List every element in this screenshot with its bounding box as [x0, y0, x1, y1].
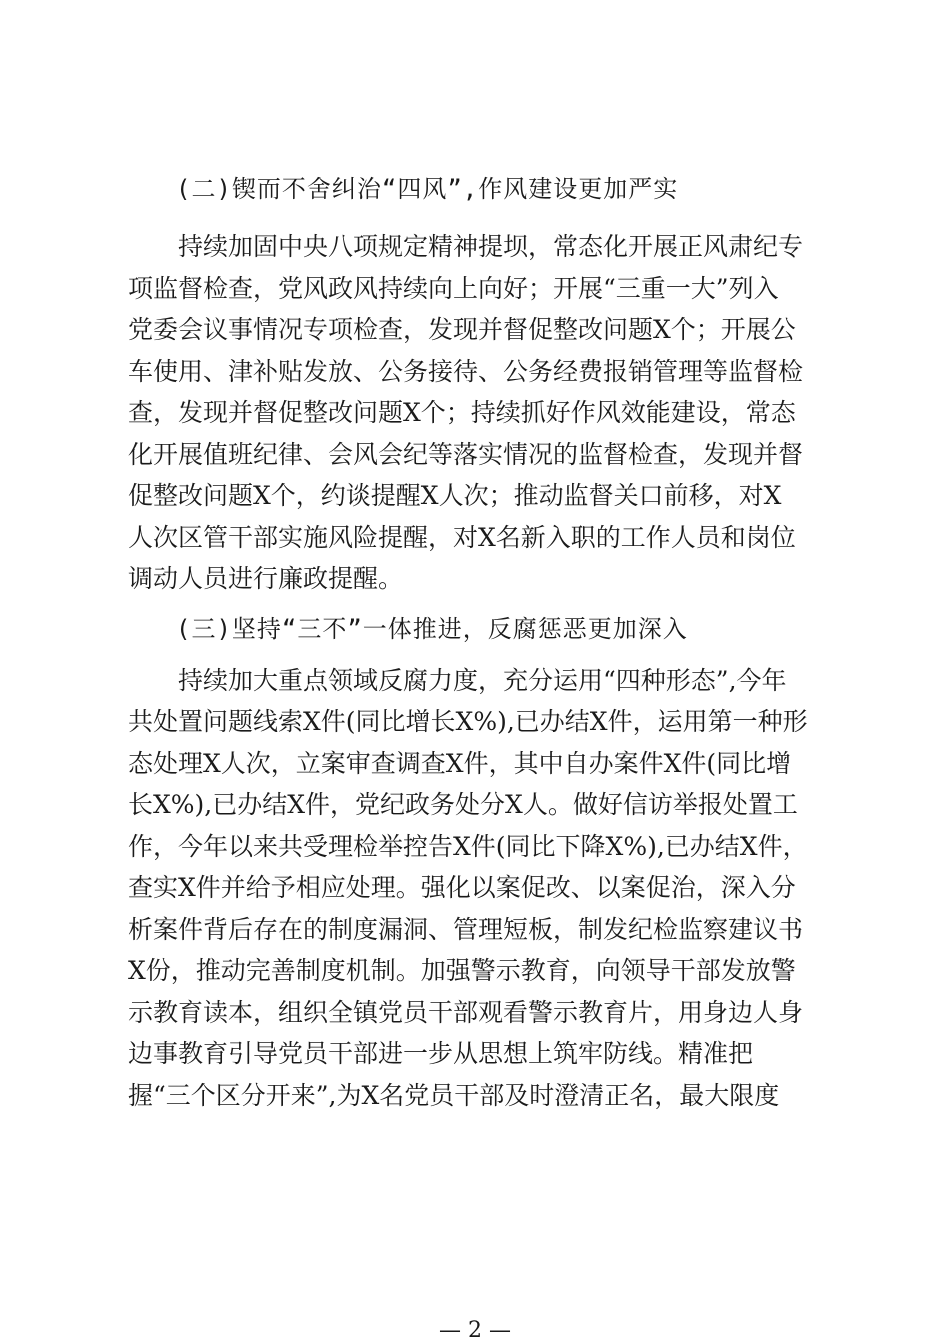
section-heading-2: (二)锲而不舍纠治“四风”,作风建设更加严实	[176, 175, 679, 203]
paragraph-line: 长X%),已办结X件，党纪政务处分X人。做好信访举报处置工	[128, 790, 798, 819]
paragraph-line: 共处置问题线索X件(同比增长X%),已办结X件，运用第一种形	[128, 707, 808, 736]
section-heading-3: (三)坚持“三不”一体推进，反腐惩恶更加深入	[176, 614, 688, 643]
section-paragraph-2	[128, 226, 828, 600]
section-paragraph-3	[128, 660, 828, 1117]
paragraph-line: 项监督检查，党风政风持续向上向好；开展“三重一大”列入	[128, 273, 779, 303]
paragraph-line: 析案件背后存在的制度漏洞、管理短板，制发纪检监察建议书	[128, 914, 804, 944]
paragraph-line: 人次区管干部实施风险提醒，对X名新入职的工作人员和岗位	[128, 522, 796, 552]
paragraph-line: 车使用、津补贴发放、公务接待、公务经费报销管理等监督检	[128, 356, 804, 386]
paragraph-line: 握“三个区分开来”,为X名党员干部及时澄清正名，最大限度	[128, 1080, 780, 1110]
paragraph-line: 示教育读本，组织全镇党员干部观看警示教育片，用身边人身	[128, 997, 804, 1027]
document-body	[128, 170, 828, 1116]
paragraph-line: 边事教育引导党员干部进一步从思想上筑牢防线。精准把	[128, 1039, 754, 1068]
paragraph-line: 态处理X人次，立案审查调查X件，其中自办案件X件(同比增	[128, 748, 792, 778]
paragraph-line: 持续加大重点领域反腐力度，充分运用“四种形态”,今年	[178, 665, 787, 695]
page-number: — 2 —	[439, 1318, 511, 1343]
paragraph-line: 查实X件并给予相应处理。强化以案促改、以案促治，深入分	[128, 873, 796, 902]
paragraph-line: 持续加固中央八项规定精神提坝，常态化开展正风肃纪专	[178, 232, 804, 261]
paragraph-line: 化开展值班纪律、会风会纪等落实情况的监督检查，发现并督	[128, 439, 804, 469]
paragraph-line: 作，今年以来共受理检举控告X件(同比下降X%),已办结X件，	[128, 831, 808, 861]
paragraph-line: 查，发现并督促整改问题X个；持续抓好作风效能建设，常态	[128, 398, 796, 427]
paragraph-line: 调动人员进行廉政提醒。	[128, 564, 404, 593]
paragraph-line: X份，推动完善制度机制。加强警示教育，向领导干部发放警	[128, 956, 796, 985]
paragraph-line: 党委会议事情况专项检查，发现并督促整改问题X个；开展公	[128, 315, 796, 344]
paragraph-line: 促整改问题X个，约谈提醒X人次；推动监督关口前移，对X	[128, 481, 782, 510]
